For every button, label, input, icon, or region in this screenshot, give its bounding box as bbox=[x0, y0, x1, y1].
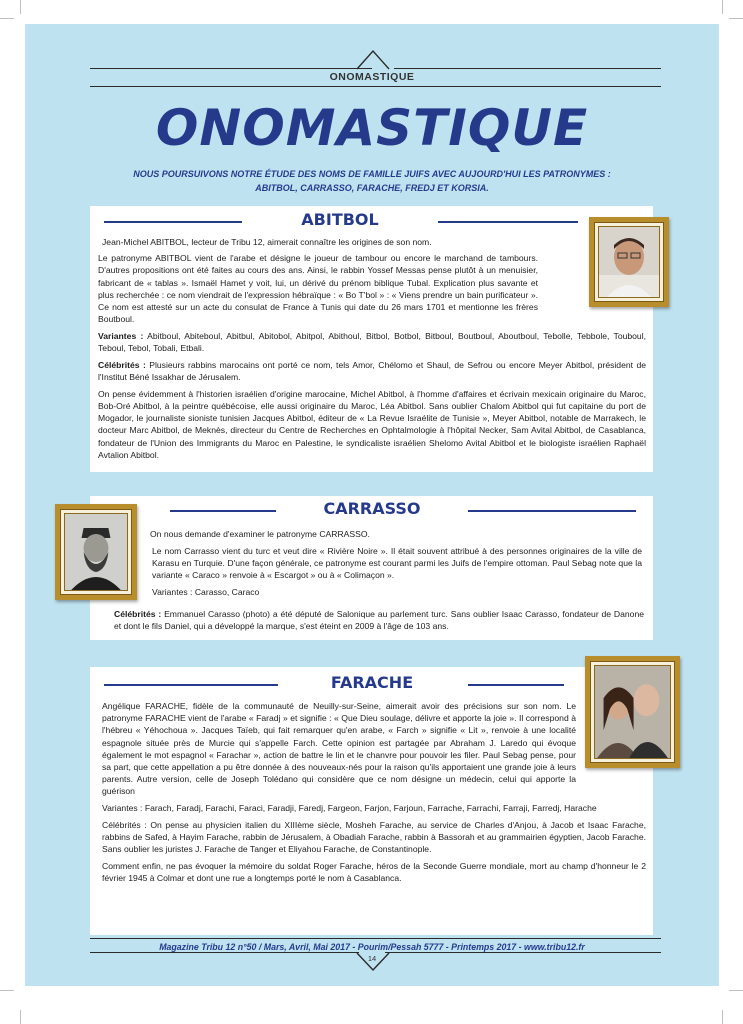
portrait-photo bbox=[598, 226, 660, 298]
article-text bbox=[98, 236, 646, 465]
title-rule bbox=[438, 221, 578, 223]
farache-article bbox=[90, 667, 653, 935]
variants-paragraph bbox=[102, 802, 646, 814]
variants-list: Farach, Faradj, Farachi, Faraci, Faradji, Faredj, Fargeon, Farjon, Farjoun, Farrache, Farrachi, Farraji, Farredj, Harache bbox=[144, 803, 597, 814]
man-portrait-icon bbox=[599, 227, 659, 297]
title-rule bbox=[104, 221, 242, 223]
man-portrait-icon bbox=[65, 514, 127, 590]
celebrities-label: Célébrités : bbox=[114, 609, 162, 619]
title-rule bbox=[468, 510, 636, 512]
footer-text: Magazine Tribu 12 n°50 / Mars, Avril, Mai 2017 - Pourim/Pessah 5777 - Printemps 2017 - www.tribu12.fr bbox=[159, 942, 585, 952]
carrasso-article bbox=[90, 496, 653, 640]
title-rule bbox=[468, 684, 564, 686]
couple-portrait-icon bbox=[595, 666, 670, 758]
celebrities-text: Emmanuel Carasso (photo) a été député de Salonique au parlement turc. Sans oublier Isaac Carasso, fondateur de Danone et dont le fils Daniel, qui a développé la marque, s'est éteint en 2009 à l'âge de 103 ans. bbox=[114, 609, 644, 632]
carrasso-photo-frame bbox=[55, 504, 137, 600]
celebrities-label: Célébrités : bbox=[102, 819, 147, 830]
celebrities-paragraph bbox=[98, 359, 646, 383]
article-text bbox=[102, 700, 646, 889]
title-rule bbox=[104, 684, 278, 686]
article-body: Le nom Carrasso vient du turc et veut dire « Rivière Noire ». Il était souvent attribué à des personnes originaires de la ville de Karasu en Turquie. D'une façon générale, ce patronyme est courant parmi les Juifs de l'empire ottoman. Paul Sebag note que la variante « Caraco » renvoie à « Escargot » ou à « Colimaçon ». bbox=[152, 545, 642, 581]
header-bottom-rule bbox=[90, 86, 661, 87]
triangle-ornament bbox=[355, 48, 391, 70]
crop-mark bbox=[729, 990, 743, 991]
header-top-rule bbox=[90, 68, 372, 69]
article-question: Jean-Michel ABITBOL, lecteur de Tribu 12, aimerait connaître les origines de son nom. bbox=[102, 237, 432, 247]
article-body: Le patronyme ABITBOL vient de l'arabe et désigne le joueur de tambour ou encore le marchand de tambours. D'autres propositions ont été faites au cours des ans. Ainsi, le rabbin Yossef Messas pense plutôt à un menuisier, fabricant de « tablas ». Ismaël Hamet y voit, lui, un dérivé du prénom biblique Tubal. Explication plus savante et plus recherchée : ce nom viendrait de l'expression hébraïque : « Bo T'bol » : « Viens prendre un bain purificateur ». Ce nom est attesté sur un acte du consulat de France à Tunis qui date du 26 mars 1701 et mentionne les frères Boutboul. bbox=[98, 253, 538, 325]
variants-list: Abitboul, Abiteboul, Abitbul, Abitobol, Abitpol, Abithoul, Bitbol, Botbol, Bitboul, Boutboul, Aboutboul, Tebolle, Tebbole, Touboul, Teboul, Tebol, Tobali, Etbali. bbox=[98, 330, 647, 354]
article-body: Angélique FARACHE, fidèle de la communauté de Neuilly-sur-Seine, aimerait avoir des précisions sur son nom. Le patronyme FARACHE vient de l'arabe « Faradj » et signifie : « Que Dieu soulage, délivre et apporte la joie ». Il correspond à l'hébreu « Yéhochoua ». Jacques Taïeb, qui fait remarquer qu'en arabe, « Farch » signifie « Lit », renvoie à une localité espagnole située près de Murcie qui s'appelle Farch. Cette opinion est partagée par Abraham J. Laredo qui évoque également le mot espagnol « Farachar », action de battre le lin et le chanvre pour pouvoir les filer. Paul Sebag pense, pour sa part, que cette appellation a pu être donnée à des nouveaux-nés pour la raison qu'ils apportaient une grande joie à leurs parents. Autre version, celle de Joseph Tolédano qui considère que ce nom désigne un médecin, celui qui apporte la guérison bbox=[102, 701, 576, 797]
celebrities-text: On pense au physicien italien du XIIIème siècle, Mosheh Farache, au service de Charles d'Anjou, à Jacob et Isaac Farache, rabbins de Safed, à Hayim Farache, rabbin de Jérusalem, à Obadiah Farache, rabbin à Bassorah et au grammairien égyptien, Jacob Farache. Sans oublier les juristes J. Farache de Tanger et Eliyahou Farache, de Constantinople. bbox=[102, 819, 646, 855]
crop-mark bbox=[20, 1010, 21, 1024]
intro-text bbox=[105, 167, 639, 195]
section-label: ONOMASTIQUE bbox=[329, 71, 415, 83]
crop-mark bbox=[729, 18, 743, 19]
article-more: Comment enfin, ne pas évoquer la mémoire du soldat Roger Farache, héros de la Seconde Guerre mondiale, mort au champ d'honneur le 2 février 1945 à Colmar et dont une rue a longtemps porté le nom à Casablanca. bbox=[102, 860, 646, 884]
article-title: ABITBOL bbox=[301, 210, 379, 229]
variants-list: Carasso, Caraco bbox=[194, 586, 260, 597]
celebrities-label: Célébrités : bbox=[98, 359, 146, 370]
celebrities-paragraph bbox=[102, 819, 646, 856]
page-number: 14 bbox=[367, 954, 377, 963]
header-top-rule bbox=[394, 68, 661, 69]
crop-mark bbox=[722, 1010, 723, 1024]
variants-label: Variantes : bbox=[98, 330, 144, 341]
crop-mark bbox=[0, 990, 14, 991]
article-more: On pense évidemment à l'historien israélien d'origine marocaine, Michel Abitbol, à l'homme d'affaires et écrivain mexicain originaire du Maroc, Bob-Oré Abitbol, à la peintre québécoise, elle aussi originaire du Maroc, Léa Abitbol. Sans oublier Chalom Abitbol qui fut capitaine du port de Mogador, le journaliste sioniste tunisien Jacques Abitbol, éditeur de « La Revue Israélite de Tunisie », Meyer Abitbol, notable de Marrakech, le docteur Marc Abitbol, de Meknès, directeur du Centre de Recherches en Ophtalmologie à l'hôpital Necker, Sam Avital Abitbol, de Casablanca, fondateur de l'Union des Immigrants du Maroc en Palestine, le syndicaliste israélien Shelomo Avital Abitbol et le biologiste israélien Raphaël Avtalion Abitbol. bbox=[98, 388, 646, 460]
variants-label: Variantes : bbox=[152, 586, 193, 597]
article-question: On nous demande d'examiner le patronyme CARRASSO. bbox=[150, 529, 370, 539]
variants-paragraph bbox=[98, 330, 646, 354]
crop-mark bbox=[20, 0, 21, 14]
footer-bottom-rule bbox=[385, 952, 661, 953]
intro-line: ABITBOL, CARRASSO, FARACHE, FREDJ ET KORSIA. bbox=[255, 183, 489, 193]
crop-mark bbox=[0, 18, 14, 19]
magazine-page bbox=[25, 24, 719, 986]
crop-mark bbox=[722, 0, 723, 14]
celebrities-text: Plusieurs rabbins marocains ont porté ce nom, tels Amor, Chélomo et Shaul, de Sefrou ou encore Meyer Abitbol, président de l'Institut Béné Issakhar de Jérusalem. bbox=[98, 359, 647, 383]
variants-label: Variantes : bbox=[102, 803, 143, 814]
abitbol-photo-frame bbox=[589, 217, 669, 307]
page-title: ONOMASTIQUE bbox=[155, 99, 589, 157]
footer-bottom-rule bbox=[90, 952, 359, 953]
variants-paragraph bbox=[152, 586, 642, 598]
farache-photo-frame bbox=[585, 656, 680, 768]
abitbol-article bbox=[90, 206, 653, 472]
title-rule bbox=[170, 510, 276, 512]
portrait-photo bbox=[64, 513, 128, 591]
article-title: FARACHE bbox=[330, 673, 414, 692]
celebrities-paragraph bbox=[114, 608, 644, 632]
article-text bbox=[152, 528, 642, 603]
article-title: CARRASSO bbox=[323, 499, 421, 518]
couple-photo bbox=[594, 665, 671, 759]
footer-top-rule bbox=[90, 938, 661, 939]
intro-line: NOUS POURSUIVONS NOTRE ÉTUDE DES NOMS DE FAMILLE JUIFS AVEC AUJOURD'HUI LES PATRONYMES : bbox=[133, 169, 611, 179]
